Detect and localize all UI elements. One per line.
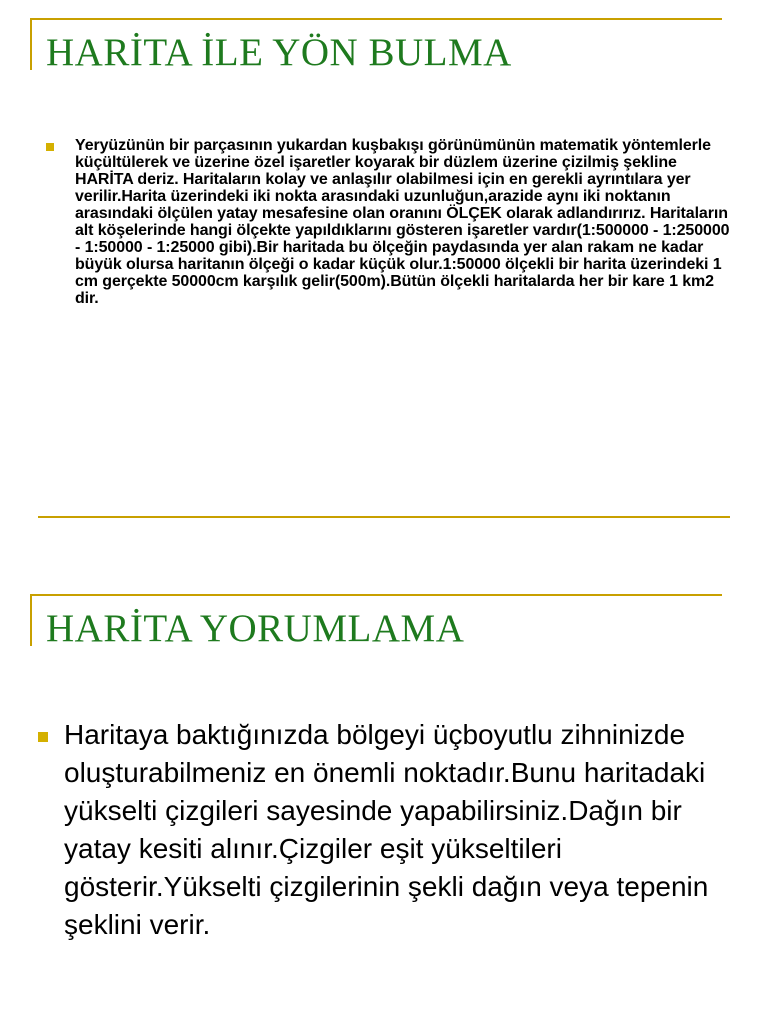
bullet-square-icon xyxy=(38,732,48,742)
slide-1-side-rule xyxy=(30,18,32,70)
slide-2-body: Haritaya baktığınızda bölgeyi üçboyutlu zihninizde oluşturabilmeniz en önemli noktadır.Bunu haritadaki yükselti çizgileri sayesinde yapabilirsiniz.Dağın bir yatay kesiti alınır.Çizgiler eşit yükseltileri gösterir.Yükselti çizgilerinin şekli dağın veya tepenin şeklini verir. xyxy=(64,719,709,940)
slide-1-body: Yeryüzünün bir parçasının yukardan kuşbakışı görünümünün matematik yöntemlerle küçültülerek ve üzerine özel işaretler koyarak bir düzlem üzerine çizilmiş şekline HARİTA deriz. Haritaların kolay ve anlaşılır olabilmesi için en gerekli ayrıntılara yer verilir.Harita üzerindeki iki nokta arasındaki uzunluğun,arazide aynı iki noktanın arasındaki ölçülen yatay mesafesine olan oranını ÖLÇEK olarak adlandırırız. Haritaların alt köşelerinde hangi ölçekte yapıldıklarını gösteren işaretler vardır(1:500000 - 1:250000 - 1:50000 - 1:25000 gibi).Bir haritada bu ölçeğin paydasında yer alan rakam ne kadar büyük olursa haritanın ölçeği o kadar küçük olur.1:50000 ölçekli bir harita üzerindeki 1 cm gerçekte 50000cm karşılık gelir(500m).Bütün ölçekli haritalarda her bir kare 1 km2 dir. xyxy=(75,137,730,307)
bullet-square-icon xyxy=(46,143,54,151)
slide-1-title: HARİTA İLE YÖN BULMA xyxy=(46,31,512,74)
slide-2-title: HARİTA YORUMLAMA xyxy=(46,607,465,650)
slide-2-side-rule xyxy=(30,594,32,646)
slide-2-top-rule xyxy=(30,594,722,596)
slide-2 xyxy=(0,518,768,1024)
slide-1-top-rule xyxy=(30,18,722,20)
